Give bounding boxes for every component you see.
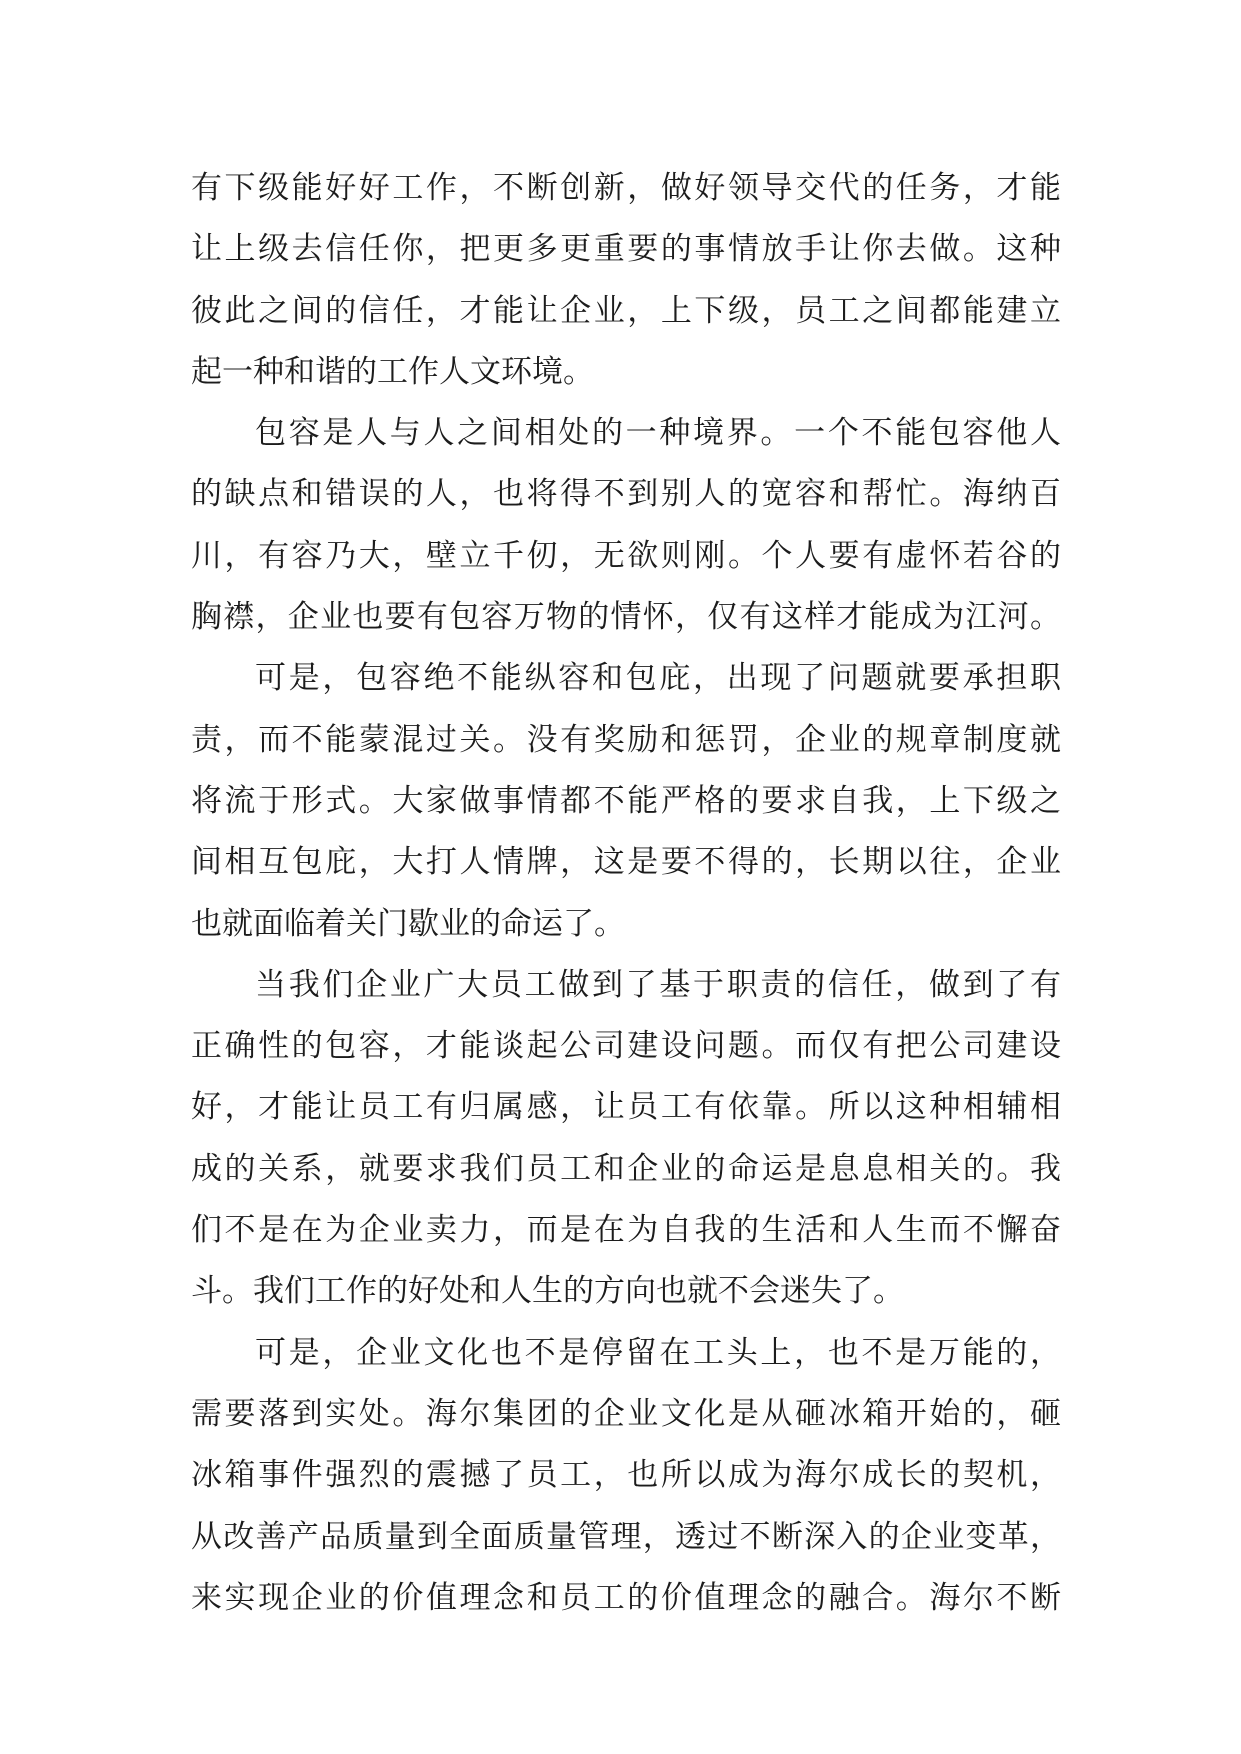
text-line: 川，有容乃大，壁立千仞，无欲则刚。个人要有虚怀若谷的: [191, 537, 1061, 574]
text-line: 胸襟，企业也要有包容万物的情怀，仅有这样才能成为江河。: [191, 599, 1061, 636]
text-line: 将流于形式。大家做事情都不能严格的要求自我，上下级之: [191, 782, 1061, 819]
text-line: 从改善产品质量到全面质量管理，透过不断深入的企业变革，: [191, 1518, 1061, 1555]
text-line: 们不是在为企业卖力，而是在为自我的生活和人生而不懈奋: [191, 1212, 1061, 1249]
paragraph-3: [191, 648, 1061, 954]
text-line: 可是，包容绝不能纵容和包庇，出现了问题就要承担职: [255, 660, 1061, 697]
text-line: 斗。我们工作的好处和人生的方向也就不会迷失了。: [191, 1273, 904, 1310]
text-line: 责，而不能蒙混过关。没有奖励和惩罚，企业的规章制度就: [191, 721, 1061, 758]
text-line: 有下级能好好工作，不断创新，做好领导交代的任务，才能: [191, 170, 1061, 206]
paragraph-5: [191, 1323, 1061, 1629]
text-line: 冰箱事件强烈的震撼了员工，也所以成为海尔成长的契机，: [191, 1457, 1061, 1494]
text-line: 成的关系，就要求我们员工和企业的命运是息息相关的。我: [191, 1150, 1061, 1187]
text-line: 可是，企业文化也不是停留在工头上，也不是万能的，: [255, 1334, 1061, 1371]
text-line: 彼此之间的信任，才能让企业，上下级，员工之间都能建立: [191, 292, 1061, 329]
text-line: 的缺点和错误的人，也将得不到别人的宽容和帮忙。海纳百: [191, 476, 1061, 513]
text-line: 包容是人与人之间相处的一种境界。一个不能包容他人: [255, 415, 1061, 452]
text-line: 来实现企业的价值理念和员工的价值理念的融合。海尔不断: [191, 1579, 1061, 1616]
paragraph-2: [191, 403, 1061, 648]
text-line: 当我们企业广大员工做到了基于职责的信任，做到了有: [255, 966, 1061, 1003]
paragraph-1: [191, 158, 1061, 403]
text-line: 间相互包庇，大打人情牌，这是要不得的，长期以往，企业: [191, 844, 1061, 881]
text-line: 起一种和谐的工作人文环境。: [191, 353, 594, 390]
text-line: 也就面临着关门歇业的命运了。: [191, 905, 625, 942]
text-line: 好，才能让员工有归属感，让员工有依靠。所以这种相辅相: [191, 1089, 1061, 1126]
body-text: [191, 158, 1061, 1629]
text-line: 正确性的包容，才能谈起公司建设问题。而仅有把公司建设: [191, 1028, 1061, 1065]
text-line: 让上级去信任你，把更多更重要的事情放手让你去做。这种: [191, 231, 1061, 268]
paragraph-4: [191, 955, 1061, 1323]
text-line: 需要落到实处。海尔集团的企业文化是从砸冰箱开始的，砸: [191, 1395, 1061, 1432]
